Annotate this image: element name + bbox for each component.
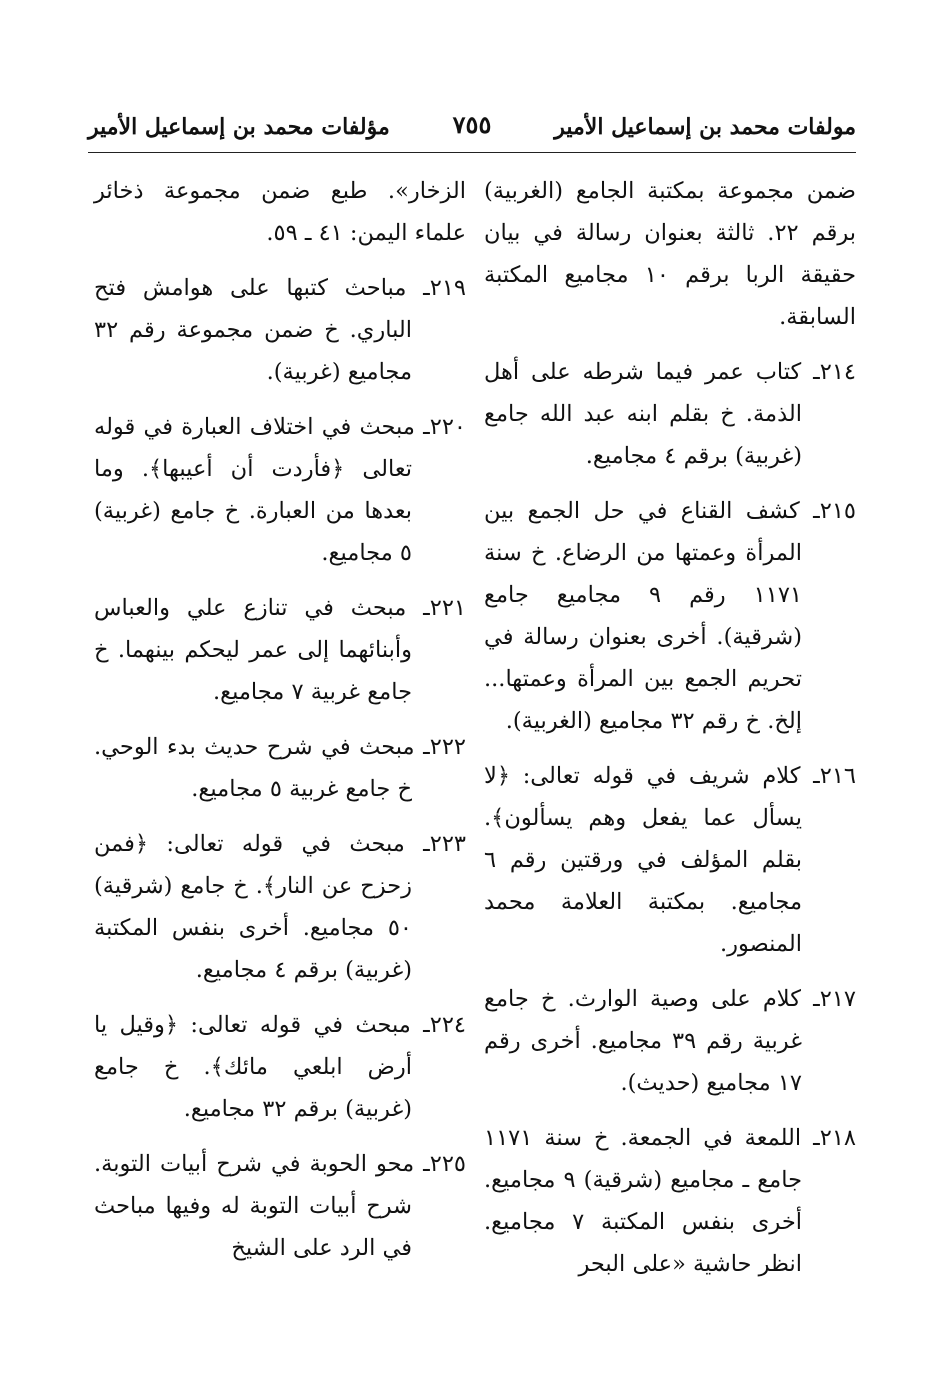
entry-216: ٢١٦ـ كلام شريف في قوله تعالى: ﴿لا يسأل عما يفعل وهم يسألون﴾. بقلم المؤلف في ورقتين رقم ٦ مجاميع. بمكتبة العلامة محمد المنصور.: [484, 763, 856, 957]
entry-214: ٢١٤ـ كتاب عمر فيما شرطه على أهل الذمة. خ بقلم ابنه عبد الله جامع (غربية) برقم ٤ مجاميع.: [484, 359, 856, 469]
left-column: [94, 170, 466, 1282]
entry-223: ٢٢٣ـ مبحث في قوله تعالى: ﴿فمن زحزح عن النار﴾. خ جامع (شرقية) ٥٠ مجاميع. أخرى بنفس المكتبة (غربية) برقم ٤ مجاميع.: [94, 831, 466, 983]
entry-220: ٢٢٠ـ مبحث في اختلاف العبارة في قوله تعالى ﴿فأردت أن أعيبها﴾. وما بعدها من العبارة. خ جامع (غربية) ٥ مجاميع.: [94, 414, 466, 566]
page-number: ٧٥٥: [452, 110, 492, 139]
entry-222: ٢٢٢ـ مبحث في شرح حديث بدء الوحي. خ جامع غربية ٥ مجاميع.: [94, 734, 466, 802]
entry-218-continued: الزخار». طبع ضمن مجموعة ذخائر علماء اليمن: ٤١ ـ ٥٩.: [94, 178, 466, 246]
entry-218: ٢١٨ـ اللمعة في الجمعة. خ سنة ١١٧١ جامع ـ مجاميع (شرقية) ٩ مجاميع. أخرى بنفس المكتبة ٧ مجاميع. انظر حاشية «على البحر: [484, 1125, 856, 1277]
running-title-right: مولفات محمد بن إسماعيل الأمير: [554, 114, 856, 140]
header-rule: [88, 152, 856, 153]
running-title-left: مؤلفات محمد بن إسماعيل الأمير: [88, 114, 390, 140]
entry-217: ٢١٧ـ كلام على وصية الوارث. خ جامع غربية رقم ٣٩ مجاميع. أخرى رقم ١٧ مجاميع (حديث).: [484, 986, 856, 1096]
entry-219: ٢١٩ـ مباحث كتبها على هوامش فتح الباري. خ ضمن مجموعة رقم ٣٢ مجاميع (غربية).: [94, 275, 466, 385]
page-header: [88, 108, 856, 152]
entry-continued: ضمن مجموعة بمكتبة الجامع (الغربية) برقم ٢٢. ثالثة بعنوان رسالة في بيان حقيقة الربا برقم ١٠ مجاميع المكتبة السابقة.: [484, 178, 857, 330]
entry-225: ٢٢٥ـ محو الحوبة في شرح أبيات التوبة. شرح أبيات التوبة له وفيها مباحث في الرد على الشيخ: [94, 1151, 466, 1261]
entry-215: ٢١٥ـ كشف القناع في حل الجمع بين المرأة وعمتها من الرضاع. خ سنة ١١٧١ رقم ٩ مجاميع جامع (شرقية). أخرى بعنوان رسالة في تحريم الجمع بين المرأة وعمتها... إلخ. خ رقم ٣٢ مجاميع (الغربية).: [484, 498, 856, 734]
right-column: [484, 170, 856, 1298]
entry-224: ٢٢٤ـ مبحث في قوله تعالى: ﴿وقيل يا أرض ابلعي مائك﴾. خ جامع (غربية) برقم ٣٢ مجاميع.: [94, 1012, 466, 1122]
entry-221: ٢٢١ـ مبحث في تنازع علي والعباس وأبنائهما إلى عمر ليحكم بينهما. خ جامع غربية ٧ مجاميع.: [94, 595, 466, 705]
